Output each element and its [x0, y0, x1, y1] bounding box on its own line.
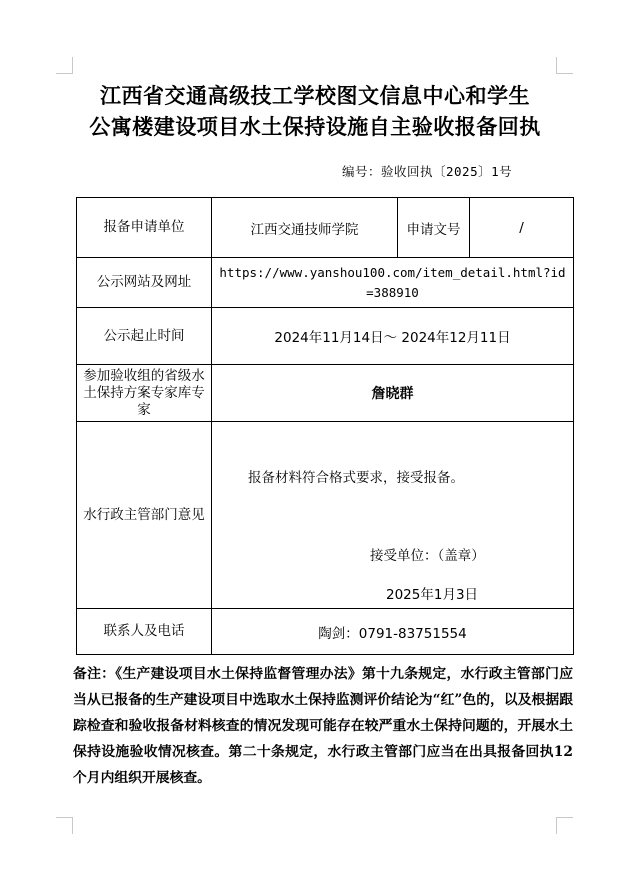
opinion-label: 水行政主管部门意见 — [77, 422, 212, 609]
document-title-line2: 公寓楼建设项目水土保持设施自主验收报备回执 — [89, 114, 541, 139]
crop-mark-bottom-right — [556, 817, 573, 834]
table-row-website — [77, 258, 574, 308]
table-row-period — [77, 308, 574, 365]
crop-mark-top-right — [556, 57, 573, 74]
document-title-line1: 江西省交通高级技工学校图文信息中心和学生 — [100, 83, 530, 108]
expert-value: 詹晓群 — [212, 365, 574, 422]
receipt-table — [76, 197, 574, 655]
opinion-cell — [212, 422, 574, 609]
document-number: 编号：验收回执〔2025〕1号 — [342, 164, 513, 179]
opinion-text: 报备材料符合格式要求，接受报备。 — [248, 470, 464, 486]
applicant-label: 报备申请单位 — [77, 198, 212, 258]
doc-no-label: 申请文号 — [398, 198, 470, 258]
website-label: 公示网站及网址 — [77, 258, 212, 308]
doc-no-value: / — [470, 198, 574, 258]
opinion-date: 2025年1月3日 — [386, 587, 479, 603]
table-row-applicant — [77, 198, 574, 258]
note-paragraph: 备注：《生产建设项目水土保持监督管理办法》第十九条规定，水行政主管部门应当从已报备的生产建设项目中选取水土保持监测评价结论为“红”色的，以及根据跟踪检查和验收报备材料核查的情况发现可能存在较严重水土保持问题的，开展水土保持设施验收情况核查。第二十条规定，水行政主管部门应当在出具报备回执12个月内组织开展核查。 — [73, 666, 573, 786]
applicant-value: 江西交通技师学院 — [212, 198, 398, 258]
crop-mark-bottom-left — [56, 817, 73, 834]
period-value: 2024年11月14日～ 2024年12月11日 — [212, 308, 574, 365]
period-label: 公示起止时间 — [77, 308, 212, 365]
crop-mark-top-left — [56, 57, 73, 74]
expert-label: 参加验收组的省级水土保持方案专家库专家 — [77, 365, 212, 422]
website-value: https://www.yanshou100.com/item_detail.html?id=388910 — [212, 258, 574, 308]
table-row-contact — [77, 609, 574, 655]
contact-label: 联系人及电话 — [77, 609, 212, 655]
table-row-opinion — [77, 422, 574, 609]
table-row-expert — [77, 365, 574, 422]
opinion-receiver: 接受单位：（盖章） — [370, 548, 485, 564]
contact-value: 陶剑：0791-83751554 — [212, 609, 574, 655]
